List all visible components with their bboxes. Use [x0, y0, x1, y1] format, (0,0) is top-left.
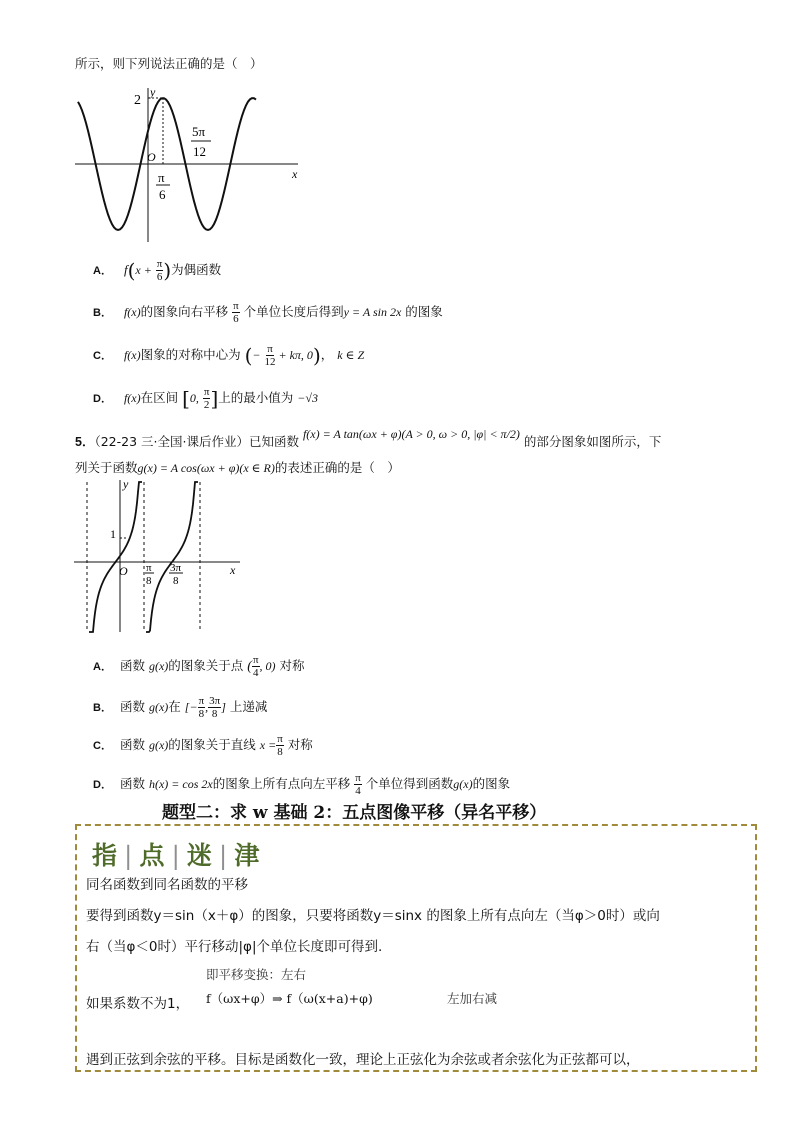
tip-transform-label: 即平移变换：左右 — [206, 967, 307, 982]
q5-t2-den: 8 — [173, 575, 179, 587]
q5-t1-den: 8 — [146, 575, 152, 587]
q4-x-label: x — [292, 167, 298, 181]
tip-line4-rule: 左加右减 — [447, 991, 498, 1006]
q4-pi6-num: π — [158, 170, 165, 185]
q5-t1-num: π — [146, 562, 152, 574]
tip-line4-formula: f（ωx+φ）⇒ f（ω(x+a)+φ) — [206, 991, 373, 1006]
q5-y-tick: 1 — [110, 527, 116, 541]
tip-line3: 右（当φ＜0时）平行移动|φ|个单位长度即可得到. — [86, 939, 383, 955]
q4-5pi12-num: 5π — [192, 124, 206, 139]
tip-line5: 遇到正弦到余弦的平移。目标是函数化一致，理论上正弦化为余弦或者余弦化为正弦都可以， — [86, 1052, 640, 1068]
q5-option-c[interactable]: C． 函数 g(x)的图象关于直线 x = $\frac{\pi}{8}$ 对称 — [93, 733, 313, 758]
tip-line2: 要得到函数y＝sin（x＋φ）的图象，只要将函数y＝sinx 的图象上所有点向左（当φ＞0时）或向 — [86, 908, 660, 924]
q5-option-d[interactable]: D． 函数 h(x) = cos 2x的图象上所有点向左平移 $\frac{\pi}{4}$ 个单位得到函数g(x)的图象 — [93, 772, 511, 797]
q5-branch-2 — [146, 482, 198, 632]
q4-option-a[interactable]: A． f(x + $\frac{\pi}{6}$ )为偶函数 — [93, 258, 222, 283]
q5-origin: O — [119, 564, 128, 578]
q5-branch-1 — [89, 482, 142, 632]
q4-option-d[interactable]: D． f(x)在区间 [0, $\frac{\pi}{2}$ ]上的最小值为 −√3 — [93, 386, 318, 411]
tip-line4-pre: 如果系数不为1， — [86, 996, 190, 1012]
q4-sine-graph — [70, 84, 310, 244]
q4-option-b[interactable]: B． f(x)的图象向右平移 $\frac{\pi}{6}$ 个单位长度后得到y = A sin 2x 的图象 — [93, 300, 443, 325]
q4-stem: 所示，则下列说法正确的是（ ） — [75, 56, 263, 71]
q5-x-label: x — [230, 563, 236, 577]
q5-option-a[interactable]: A． 函数 g(x)的图象关于点 ( $\frac{\pi}{4}$ , 0) 对称 — [93, 654, 305, 679]
q4-y-label: y — [150, 85, 156, 99]
section-title: 题型二：求 w 基础 2：五点图像平移（异名平移） — [162, 803, 547, 823]
q5-option-b[interactable]: B． 函数 g(x)在 [− $\frac{\pi}{8}$ , $\frac{3\pi}{8}$ ] 上递减 — [93, 695, 268, 720]
q5-stem-line1: 5．（22-23 三·全国·课后作业）已知函数 f(x) = A tan(ωx + φ)(A > 0, ω > 0, |φ| < π/2) 的部分图象如图所示，下 — [75, 427, 662, 449]
tip-title: 指 | 点 | 迷 | 津 — [92, 841, 261, 870]
q5-y-label: y — [123, 477, 129, 491]
q4-option-c[interactable]: C． f(x)图象的对称中心为 (− $\frac{\pi}{12}$ + kπ, 0)， k ∈ Z — [93, 343, 365, 368]
tip-line1: 同名函数到同名函数的平移 — [86, 877, 248, 893]
q5-tan-graph — [72, 476, 252, 636]
q4-pi6-den: 6 — [159, 187, 166, 202]
q4-y-tick: 2 — [134, 93, 141, 108]
q4-origin: O — [147, 150, 156, 164]
q4-5pi12-den: 12 — [193, 144, 206, 159]
q5-stem-line2: 列关于函数g(x) = A cos(ωx + φ)(x ∈ R)的表述正确的是（ ） — [75, 460, 400, 475]
q5-t2-num: 3π — [170, 562, 182, 574]
